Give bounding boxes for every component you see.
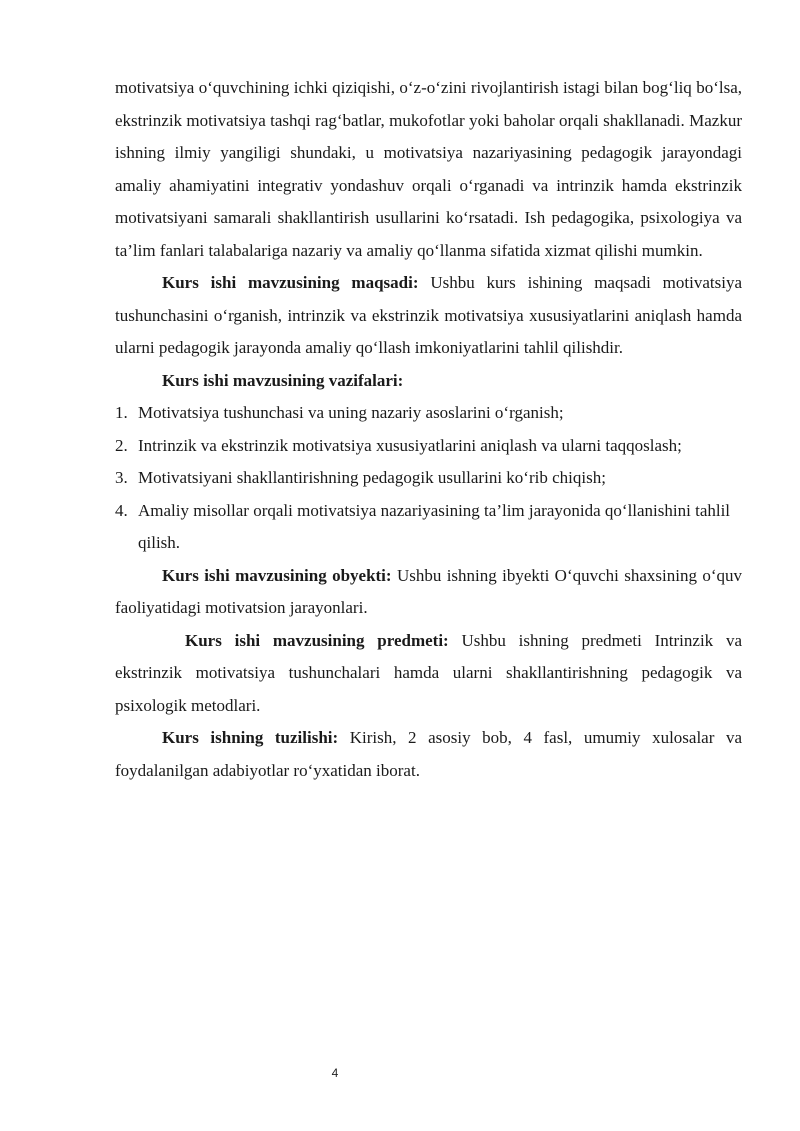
intro-paragraph: motivatsiya o‘quvchining ichki qiziqishi, o‘z-o‘zini rivojlantirish istagi bilan bog‘liq bo‘lsa, ekstrinzik motivatsiya tashqi rag‘batlar, mukofotlar yoki baholar orqali shakllanadi. Mazkur ishning ilmiy yangiligi shundaki, u motivatsiya nazariyasining pedagogik jarayondagi amaliy ahamiyatini integrativ yondashuv orqali o‘rganadi va intrinzik hamda ekstrinzik motivatsiyani samarali shakllantirish usullarini ko‘rsatadi. Ish pedagogika, psixologiya va ta’lim fanlari talabalariga nazariy va amaliy qo‘llanma sifatida xizmat qilishi mumkin. (115, 78, 742, 260)
object-text: Ushbu ishning ibyekti O‘quvchi shaxsining o‘quv faoliyatidagi motivatsion jarayonlari. (115, 565, 742, 617)
list-item (115, 430, 742, 463)
goal-text: Ushbu kurs ishining maqsadi motivatsiya tushunchasini o‘rganish, intrinzik va ekstrinzik motivatsiya xususiyatlarini aniqlash hamda ularni pedagogik jarayonda amaliy qo‘llash imkoniyatlarini tahlil qilishdir. (115, 273, 742, 357)
list-item (115, 495, 742, 560)
list-item-number: 4. (115, 500, 128, 520)
list-item-number: 3. (115, 468, 128, 487)
object-label: Kurs ishi mavzusining obyekti: (162, 565, 392, 585)
goal-label: Kurs ishi mavzusining maqsadi: (162, 273, 419, 292)
object-paragraph (115, 560, 742, 625)
page-number: 4 (331, 1066, 339, 1080)
document-page (115, 72, 742, 787)
list-item-text: Motivatsiyani shakllantirishning pedagogik usullarini ko‘rib chiqish; (138, 468, 606, 487)
structure-paragraph (115, 722, 742, 787)
structure-text: Kirish, 2 asosiy bob, 4 fasl, umumiy xulosalar va foydalanilgan adabiyotlar ro‘yxatidan iborat. (115, 728, 742, 780)
list-item-text: Amaliy misollar orqali motivatsiya nazariyasining ta’lim jarayonida qo‘llanishini tahlil qilish. (138, 500, 731, 552)
list-item (115, 397, 742, 430)
list-item-text: Motivatsiya tushunchasi va uning nazariy asoslarini o‘rganish; (138, 403, 564, 422)
subject-label: Kurs ishi mavzusining predmeti: (185, 630, 449, 650)
list-item-text: Intrinzik va ekstrinzik motivatsiya xususiyatlarini aniqlash va ularni taqqoslash; (138, 435, 682, 455)
structure-label: Kurs ishning tuzilishi: (162, 728, 339, 747)
goal-paragraph (115, 267, 742, 365)
subject-paragraph (115, 625, 742, 723)
list-item (115, 462, 742, 495)
list-item-number: 1. (115, 403, 128, 422)
tasks-heading: Kurs ishi mavzusining vazifalari: (162, 370, 404, 390)
list-item-number: 2. (115, 435, 128, 455)
tasks-list (115, 397, 742, 560)
subject-text: Ushbu ishning predmeti Intrinzik va ekstrinzik motivatsiya tushunchalari hamda ularni shakllantirishning pedagogik va psixologik metodlari. (115, 630, 742, 715)
